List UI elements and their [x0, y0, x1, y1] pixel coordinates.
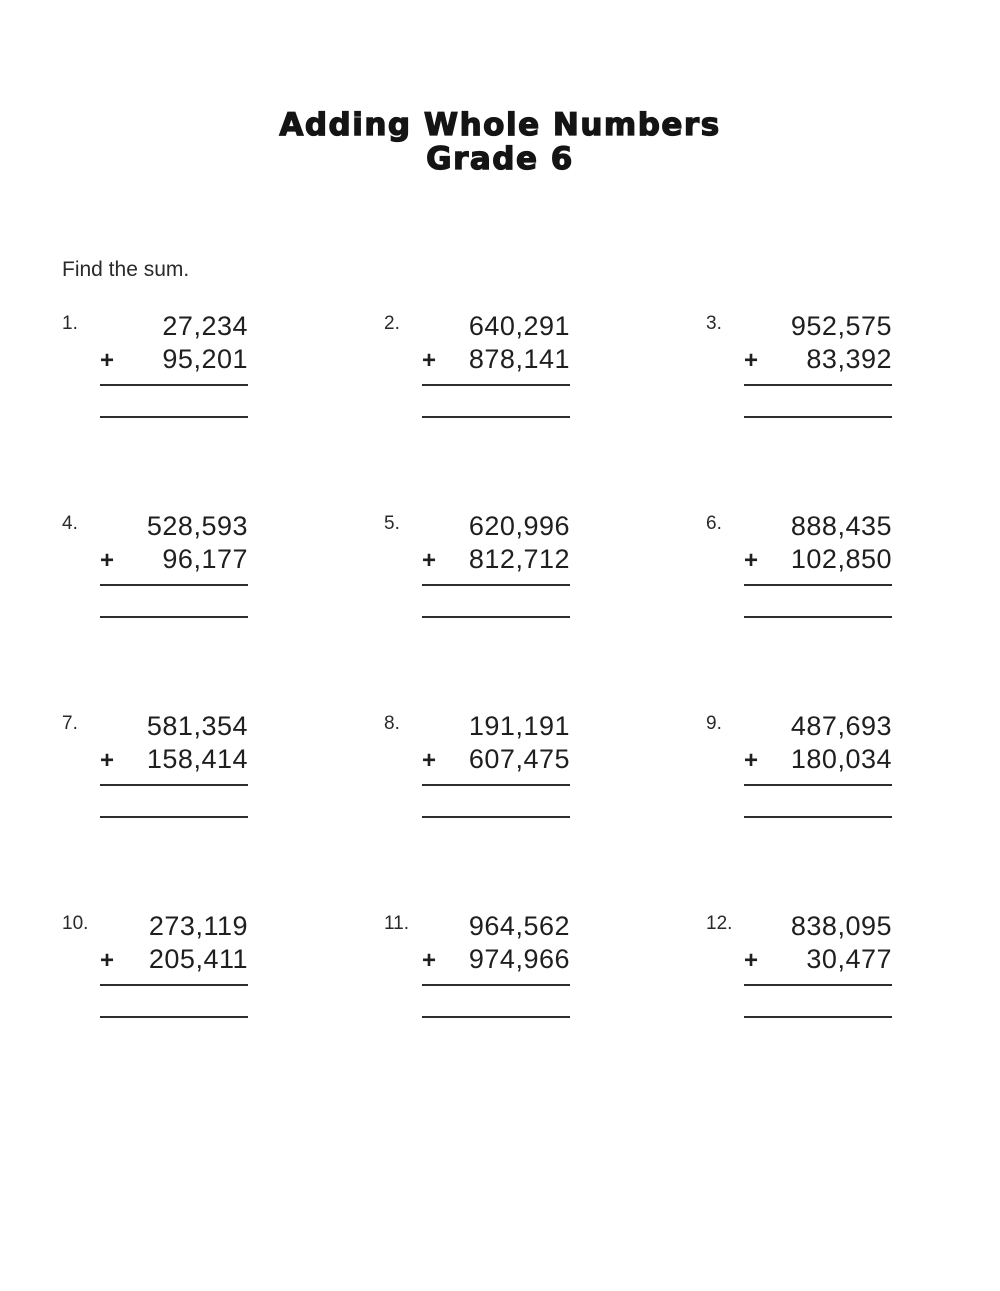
problem-5 [384, 510, 706, 618]
problem-body [422, 510, 570, 618]
answer-line[interactable] [422, 616, 570, 618]
problem-number: 5. [384, 513, 400, 534]
plus-sign: + [422, 547, 437, 574]
plus-sign: + [100, 947, 115, 974]
problem-10 [62, 910, 384, 1018]
title-line-2: Grade 6 [426, 141, 574, 177]
problem-body [422, 710, 570, 818]
addend-bottom: 878,141 [468, 344, 570, 374]
answer-line[interactable] [744, 816, 892, 818]
problem-number: 10. [62, 913, 89, 934]
problem-number: 12. [706, 913, 733, 934]
problem-number: 7. [62, 713, 78, 734]
addend-bottom-row [744, 743, 892, 786]
addend-bottom: 158,414 [146, 744, 248, 774]
answer-line[interactable] [100, 416, 248, 418]
answer-line[interactable] [422, 816, 570, 818]
problem-number: 6. [706, 513, 722, 534]
addend-bottom-row [744, 543, 892, 586]
answer-line[interactable] [422, 416, 570, 418]
addend-top: 640,291 [468, 311, 570, 341]
plus-sign: + [100, 547, 115, 574]
addend-bottom-row [100, 943, 248, 986]
problem-3 [706, 310, 1000, 418]
instruction-text: Find the sum. [62, 258, 190, 281]
problem-body [100, 710, 248, 818]
plus-sign: + [744, 547, 759, 574]
answer-line[interactable] [744, 1016, 892, 1018]
addend-bottom-row [744, 943, 892, 986]
addend-bottom: 180,034 [790, 744, 892, 774]
problem-2 [384, 310, 706, 418]
answer-line[interactable] [100, 816, 248, 818]
problem-body [422, 310, 570, 418]
problem-6 [706, 510, 1000, 618]
addend-bottom: 30,477 [806, 944, 892, 974]
problem-number: 8. [384, 713, 400, 734]
plus-sign: + [744, 347, 759, 374]
plus-sign: + [100, 347, 115, 374]
problem-body [100, 510, 248, 618]
addend-top: 838,095 [790, 911, 892, 941]
addend-bottom-row [422, 343, 570, 386]
problem-body [422, 910, 570, 1018]
addend-top: 952,575 [790, 311, 892, 341]
addend-top: 27,234 [162, 311, 248, 341]
problem-number: 1. [62, 313, 78, 334]
answer-line[interactable] [744, 616, 892, 618]
addend-bottom: 83,392 [806, 344, 892, 374]
problem-number: 3. [706, 313, 722, 334]
problem-number: 2. [384, 313, 400, 334]
addend-bottom: 974,966 [468, 944, 570, 974]
answer-line[interactable] [422, 1016, 570, 1018]
plus-sign: + [422, 947, 437, 974]
problem-body [744, 910, 892, 1018]
plus-sign: + [422, 347, 437, 374]
addend-bottom-row [100, 743, 248, 786]
problem-8 [384, 710, 706, 818]
title-line-1: Adding Whole Numbers [279, 107, 721, 143]
plus-sign: + [744, 947, 759, 974]
addend-bottom: 205,411 [148, 944, 248, 974]
addend-top: 888,435 [790, 511, 892, 541]
addend-bottom-row [422, 743, 570, 786]
problem-7 [62, 710, 384, 818]
addend-bottom: 812,712 [468, 544, 570, 574]
addend-bottom-row [100, 343, 248, 386]
answer-line[interactable] [744, 416, 892, 418]
problem-number: 4. [62, 513, 78, 534]
problem-number: 11. [384, 913, 410, 934]
addend-bottom-row [422, 543, 570, 586]
problems-grid [0, 310, 1000, 1018]
addend-top: 528,593 [146, 511, 248, 541]
addend-top: 273,119 [148, 911, 248, 941]
problem-body [100, 910, 248, 1018]
problem-body [744, 510, 892, 618]
plus-sign: + [422, 747, 437, 774]
worksheet-title [0, 0, 1000, 176]
problem-12 [706, 910, 1000, 1018]
problem-4 [62, 510, 384, 618]
problem-body [744, 710, 892, 818]
problem-body [744, 310, 892, 418]
answer-line[interactable] [100, 616, 248, 618]
plus-sign: + [744, 747, 759, 774]
addend-bottom: 102,850 [790, 544, 892, 574]
addend-top: 964,562 [468, 911, 570, 941]
addend-bottom-row [422, 943, 570, 986]
addend-bottom-row [744, 343, 892, 386]
addend-top: 487,693 [790, 711, 892, 741]
addend-bottom: 95,201 [162, 344, 248, 374]
answer-line[interactable] [100, 1016, 248, 1018]
addend-top: 581,354 [146, 711, 248, 741]
addend-top: 191,191 [468, 711, 570, 741]
problem-11 [384, 910, 706, 1018]
problem-body [100, 310, 248, 418]
problem-1 [62, 310, 384, 418]
addend-top: 620,996 [468, 511, 570, 541]
plus-sign: + [100, 747, 115, 774]
problem-number: 9. [706, 713, 722, 734]
addend-bottom: 607,475 [468, 744, 570, 774]
addend-bottom-row [100, 543, 248, 586]
addend-bottom: 96,177 [162, 544, 248, 574]
problem-9 [706, 710, 1000, 818]
